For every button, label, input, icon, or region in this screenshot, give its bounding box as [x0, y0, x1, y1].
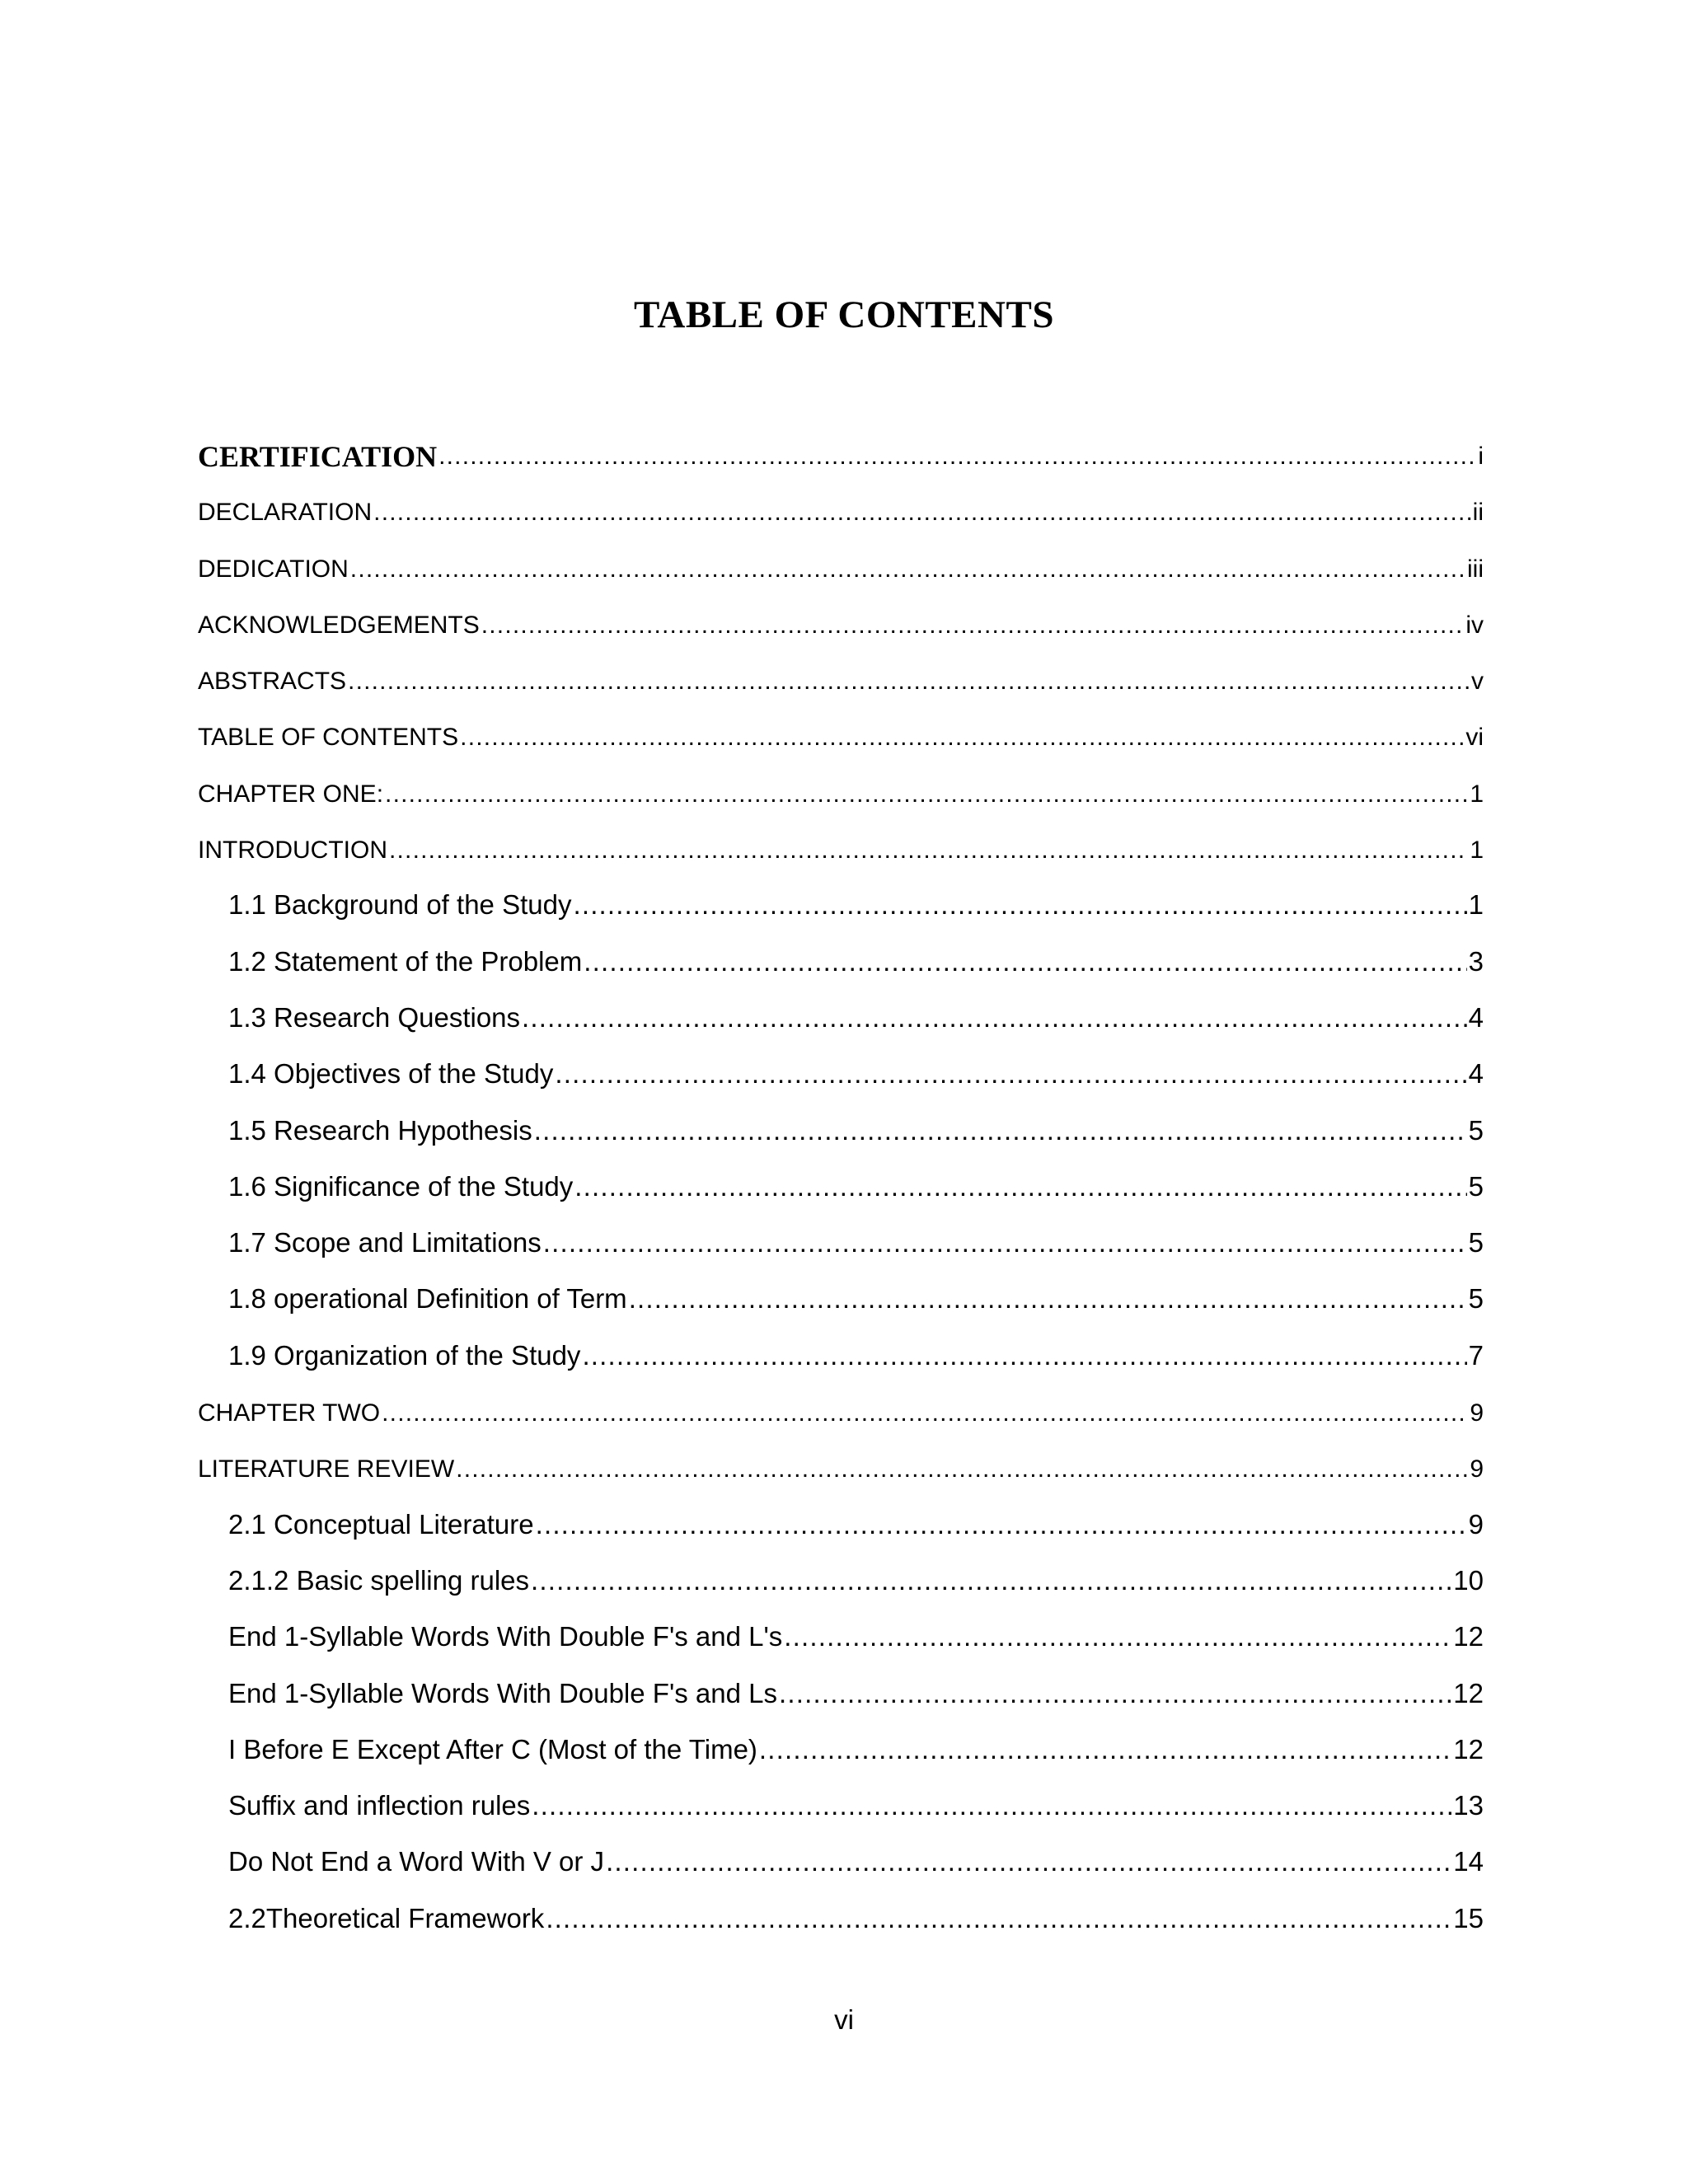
toc-entry-page: ii	[1472, 499, 1484, 527]
dot-leader	[584, 945, 1466, 978]
toc-entry-label: INTRODUCTION	[198, 837, 387, 865]
toc-entry-label: End 1-Syllable Words With Double F's and L's	[228, 1621, 783, 1652]
dot-leader	[456, 1455, 1468, 1484]
toc-entry-i-before-e[interactable]	[198, 1710, 1484, 1766]
toc-entry-page: vi	[1465, 724, 1484, 752]
dot-leader	[555, 1057, 1466, 1090]
toc-entry-certification[interactable]	[198, 429, 1484, 471]
toc-entry-label: 2.1.2 Basic spelling rules	[228, 1564, 530, 1596]
toc-entry-page: 4	[1468, 1058, 1484, 1090]
toc-entry-page: 9	[1470, 1399, 1484, 1427]
toc-entry-label: End 1-Syllable Words With Double F's and Ls	[228, 1677, 777, 1708]
toc-entry-label: LITERATURE REVIEW	[198, 1455, 455, 1483]
dot-leader	[373, 498, 1471, 527]
toc-entry-abstracts[interactable]	[198, 640, 1484, 696]
dot-leader	[536, 1508, 1467, 1541]
toc-entry-1-4[interactable]	[198, 1034, 1484, 1090]
toc-entry-2-1[interactable]	[198, 1484, 1484, 1540]
toc-entry-1-1[interactable]	[198, 865, 1484, 921]
toc-entry-label: ABSTRACTS	[198, 668, 347, 696]
toc-entry-label: CHAPTER ONE:	[198, 780, 384, 808]
dot-leader	[522, 1001, 1467, 1034]
toc-entry-page: 7	[1468, 1339, 1484, 1371]
toc-entry-label: 1.5 Research Hypothesis	[228, 1114, 532, 1146]
toc-entry-label: 1.3 Research Questions	[228, 1001, 521, 1033]
toc-entry-label: 1.7 Scope and Limitations	[228, 1227, 542, 1258]
page-title: TABLE OF CONTENTS	[634, 293, 1054, 336]
toc-entry-label: CERTIFICATION	[198, 440, 438, 473]
toc-entry-page: iv	[1465, 611, 1484, 639]
toc-entry-declaration[interactable]	[198, 471, 1484, 527]
toc-entry-label: CHAPTER TWO	[198, 1399, 381, 1427]
toc-entry-page: 12	[1453, 1733, 1484, 1765]
toc-list	[198, 429, 1484, 1935]
page-number-footer: vi	[834, 2004, 854, 2035]
toc-entry-page: v	[1471, 668, 1484, 696]
toc-entry-page: 1	[1470, 780, 1484, 808]
toc-entry-page: 5	[1468, 1114, 1484, 1146]
dot-leader	[382, 1399, 1468, 1428]
toc-entry-1-3[interactable]	[198, 978, 1484, 1034]
toc-entry-page: 5	[1468, 1283, 1484, 1315]
toc-entry-label: TABLE OF CONTENTS	[198, 724, 459, 752]
toc-entry-page: 1	[1470, 837, 1484, 865]
dot-leader	[574, 1170, 1466, 1203]
toc-entry-chapter-one[interactable]	[198, 752, 1484, 808]
toc-entry-label: 1.9 Organization of the Study	[228, 1339, 581, 1371]
toc-entry-1-9[interactable]	[198, 1315, 1484, 1371]
toc-entry-page: 3	[1468, 945, 1484, 977]
toc-entry-page: 13	[1453, 1790, 1484, 1821]
toc-entry-double-fl[interactable]	[198, 1653, 1484, 1709]
dot-leader	[784, 1620, 1451, 1653]
toc-entry-page: 9	[1470, 1455, 1484, 1483]
toc-entry-introduction[interactable]	[198, 809, 1484, 865]
toc-entry-v-or-j[interactable]	[198, 1822, 1484, 1878]
dot-leader	[348, 667, 1470, 696]
dot-leader	[582, 1339, 1466, 1372]
toc-entry-page: i	[1478, 443, 1484, 470]
toc-entry-label: Suffix and inflection rules	[228, 1790, 531, 1821]
toc-entry-suffix-rules[interactable]	[198, 1766, 1484, 1822]
toc-entry-page: 14	[1453, 1846, 1484, 1877]
toc-entry-double-fl-apostrophe[interactable]	[198, 1597, 1484, 1653]
dot-leader	[629, 1282, 1467, 1315]
toc-entry-label: 1.6 Significance of the Study	[228, 1170, 574, 1202]
toc-entry-1-7[interactable]	[198, 1203, 1484, 1259]
dot-leader	[573, 888, 1466, 921]
dot-leader	[606, 1845, 1451, 1878]
toc-entry-label: 1.8 operational Definition of Term	[228, 1283, 627, 1315]
toc-entry-label: 2.1 Conceptual Literature	[228, 1508, 534, 1540]
toc-entry-page: 5	[1468, 1170, 1484, 1202]
toc-entry-page: 5	[1468, 1227, 1484, 1258]
dot-leader	[481, 611, 1465, 640]
dot-leader	[534, 1114, 1467, 1147]
toc-entry-label: 2.2Theoretical Framework	[228, 1902, 545, 1933]
dot-leader	[385, 780, 1468, 809]
toc-entry-page: 4	[1468, 1001, 1484, 1033]
dot-leader	[350, 555, 1465, 584]
toc-entry-2-2[interactable]	[198, 1878, 1484, 1934]
toc-entry-label: DECLARATION	[198, 499, 373, 527]
dot-leader	[438, 442, 1476, 471]
toc-entry-page: iii	[1467, 555, 1484, 583]
toc-entry-1-8[interactable]	[198, 1259, 1484, 1315]
toc-entry-label: 1.4 Objectives of the Study	[228, 1058, 554, 1090]
toc-entry-label: 1.1 Background of the Study	[228, 889, 572, 921]
toc-entry-page: 1	[1468, 889, 1484, 921]
dot-leader	[531, 1564, 1451, 1597]
dot-leader	[779, 1677, 1451, 1710]
dot-leader	[543, 1226, 1467, 1259]
toc-entry-label: DEDICATION	[198, 555, 349, 583]
toc-entry-dedication[interactable]	[198, 527, 1484, 583]
toc-entry-acknowledgements[interactable]	[198, 584, 1484, 640]
toc-entry-label: I Before E Except After C (Most of the Time)	[228, 1733, 757, 1765]
toc-entry-label: Do Not End a Word With V or J	[228, 1846, 605, 1877]
toc-entry-literature-review[interactable]	[198, 1428, 1484, 1484]
dot-leader	[389, 836, 1468, 865]
toc-entry-chapter-two[interactable]	[198, 1372, 1484, 1428]
toc-entry-table-of-contents[interactable]	[198, 696, 1484, 752]
toc-entry-page: 12	[1453, 1677, 1484, 1708]
toc-entry-1-2[interactable]	[198, 921, 1484, 977]
toc-entry-2-1-2[interactable]	[198, 1541, 1484, 1597]
toc-entry-page: 10	[1453, 1564, 1484, 1596]
dot-leader	[759, 1733, 1451, 1766]
toc-entry-label: ACKNOWLEDGEMENTS	[198, 611, 480, 639]
dot-leader	[546, 1902, 1451, 1935]
toc-entry-label: 1.2 Statement of the Problem	[228, 945, 583, 977]
toc-entry-page: 15	[1453, 1902, 1484, 1933]
toc-entry-page: 12	[1453, 1621, 1484, 1652]
dot-leader	[460, 723, 1464, 752]
toc-entry-page: 9	[1468, 1508, 1484, 1540]
dot-leader	[532, 1789, 1451, 1822]
toc-entry-1-5[interactable]	[198, 1090, 1484, 1146]
toc-entry-1-6[interactable]	[198, 1147, 1484, 1203]
